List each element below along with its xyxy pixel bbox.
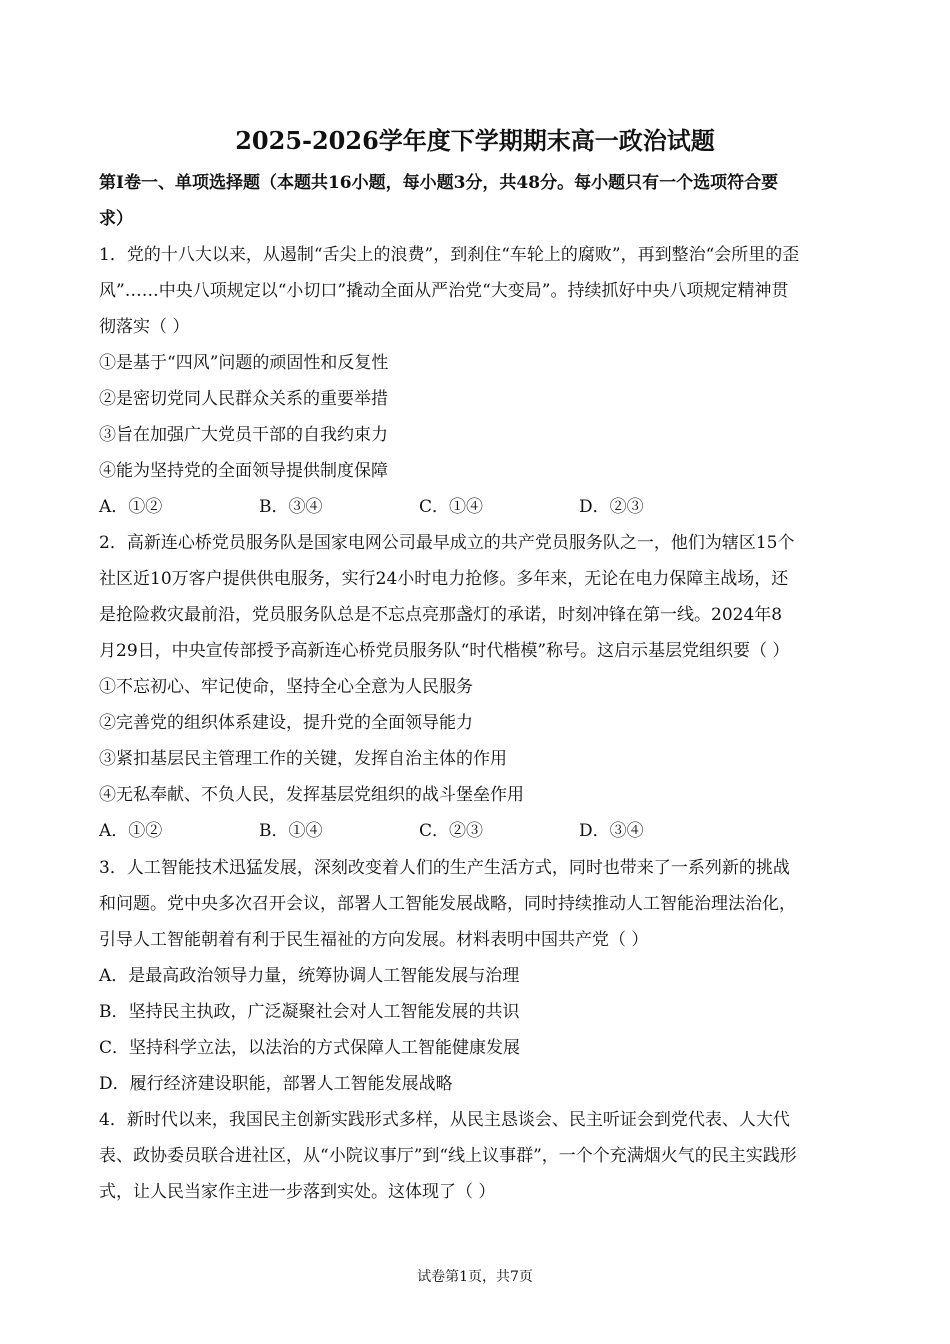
- q1-choice-d: D．②③: [579, 497, 644, 517]
- q1-statement-4: ④能为坚持党的全面领导提供制度保障: [99, 461, 388, 481]
- q2-stem-line-3: 是抢险救灾最前沿，党员服务队总是不忘点亮那盏灯的承诺，时刻冲锋在第一线。2024年8: [99, 605, 783, 625]
- q2-choice-d: D．③④: [579, 821, 644, 841]
- q4-stem-line-3: 式，让人民当家作主进一步落到实处。这体现了（ ）: [99, 1182, 496, 1202]
- q3-option-a: A．是最高政治领导力量，统筹协调人工智能发展与治理: [99, 966, 520, 986]
- q2-statement-4: ④无私奉献、不负人民，发挥基层党组织的战斗堡垒作用: [99, 785, 524, 805]
- q1-statement-3: ③旨在加强广大党员干部的自我约束力: [99, 425, 388, 445]
- q1-stem-line-2: 风”……中央八项规定以“小切口”撬动全面从严治党“大变局”。持续抓好中央八项规定精神贯: [99, 281, 789, 301]
- section-heading-line-1: 第Ⅰ卷一、单项选择题（本题共16小题，每小题3分，共48分。每小题只有一个选项符合要: [99, 173, 779, 193]
- q3-stem-line-3: 引导人工智能朝着有利于民生福祉的方向发展。材料表明中国共产党（ ）: [99, 930, 649, 950]
- q1-statement-2: ②是密切党同人民群众关系的重要举措: [99, 389, 388, 409]
- q3-stem-line-2: 和问题。党中央多次召开会议，部署人工智能发展战略，同时持续推动人工智能治理法治化，: [99, 894, 796, 914]
- q2-choice-c: C．②③: [419, 821, 484, 841]
- q2-statement-3: ③紧扣基层民主管理工作的关键，发挥自治主体的作用: [99, 749, 507, 769]
- q3-option-d: D．履行经济建设职能，部署人工智能发展战略: [99, 1074, 453, 1094]
- section-heading-line-2: 求）: [99, 209, 133, 229]
- q2-stem-line-2: 社区近10万客户提供供电服务，实行24小时电力抢修。多年来，无论在电力保障主战场，还: [99, 569, 789, 589]
- q1-choice-a: A．①②: [99, 497, 163, 517]
- q3-stem-line-1: 3．人工智能技术迅猛发展，深刻改变着人们的生产生活方式，同时也带来了一系列新的挑战: [99, 858, 790, 878]
- q2-statement-2: ②完善党的组织体系建设，提升党的全面领导能力: [99, 713, 473, 733]
- q2-choice-a: A．①②: [99, 821, 163, 841]
- q2-stem-line-4: 月29日，中央宣传部授予高新连心桥党员服务队“时代楷模”称号。这启示基层党组织要（ ）: [99, 641, 790, 661]
- exam-title: 2025-2026学年度下学期期末高一政治试题: [235, 126, 715, 155]
- q2-statement-1: ①不忘初心、牢记使命，坚持全心全意为人民服务: [99, 677, 473, 697]
- q2-choice-b: B．①④: [259, 821, 323, 841]
- page-footer: 试卷第1页，共7页: [417, 1269, 533, 1285]
- q1-choice-c: C．①④: [419, 497, 484, 517]
- q1-choice-b: B．③④: [259, 497, 323, 517]
- q1-stem-line-3: 彻落实（ ）: [99, 317, 190, 337]
- q3-option-c: C．坚持科学立法，以法治的方式保障人工智能健康发展: [99, 1038, 521, 1058]
- q1-stem-line-1: 1．党的十八大以来，从遏制“舌尖上的浪费”，到刹住“车轮上的腐败”，再到整治“会所里的歪: [99, 245, 800, 265]
- q2-stem-line-1: 2．高新连心桥党员服务队是国家电网公司最早成立的共产党员服务队之一，他们为辖区15个: [99, 533, 795, 553]
- q4-stem-line-2: 表、政协委员联合进社区，从“小院议事厅”到“线上议事群”，一个个充满烟火气的民主实践形: [99, 1146, 797, 1166]
- q4-stem-line-1: 4．新时代以来，我国民主创新实践形式多样，从民主恳谈会、民主听证会到党代表、人大代: [99, 1110, 790, 1130]
- q3-option-b: B．坚持民主执政，广泛凝聚社会对人工智能发展的共识: [99, 1002, 520, 1022]
- q1-statement-1: ①是基于“四风”问题的顽固性和反复性: [99, 353, 389, 373]
